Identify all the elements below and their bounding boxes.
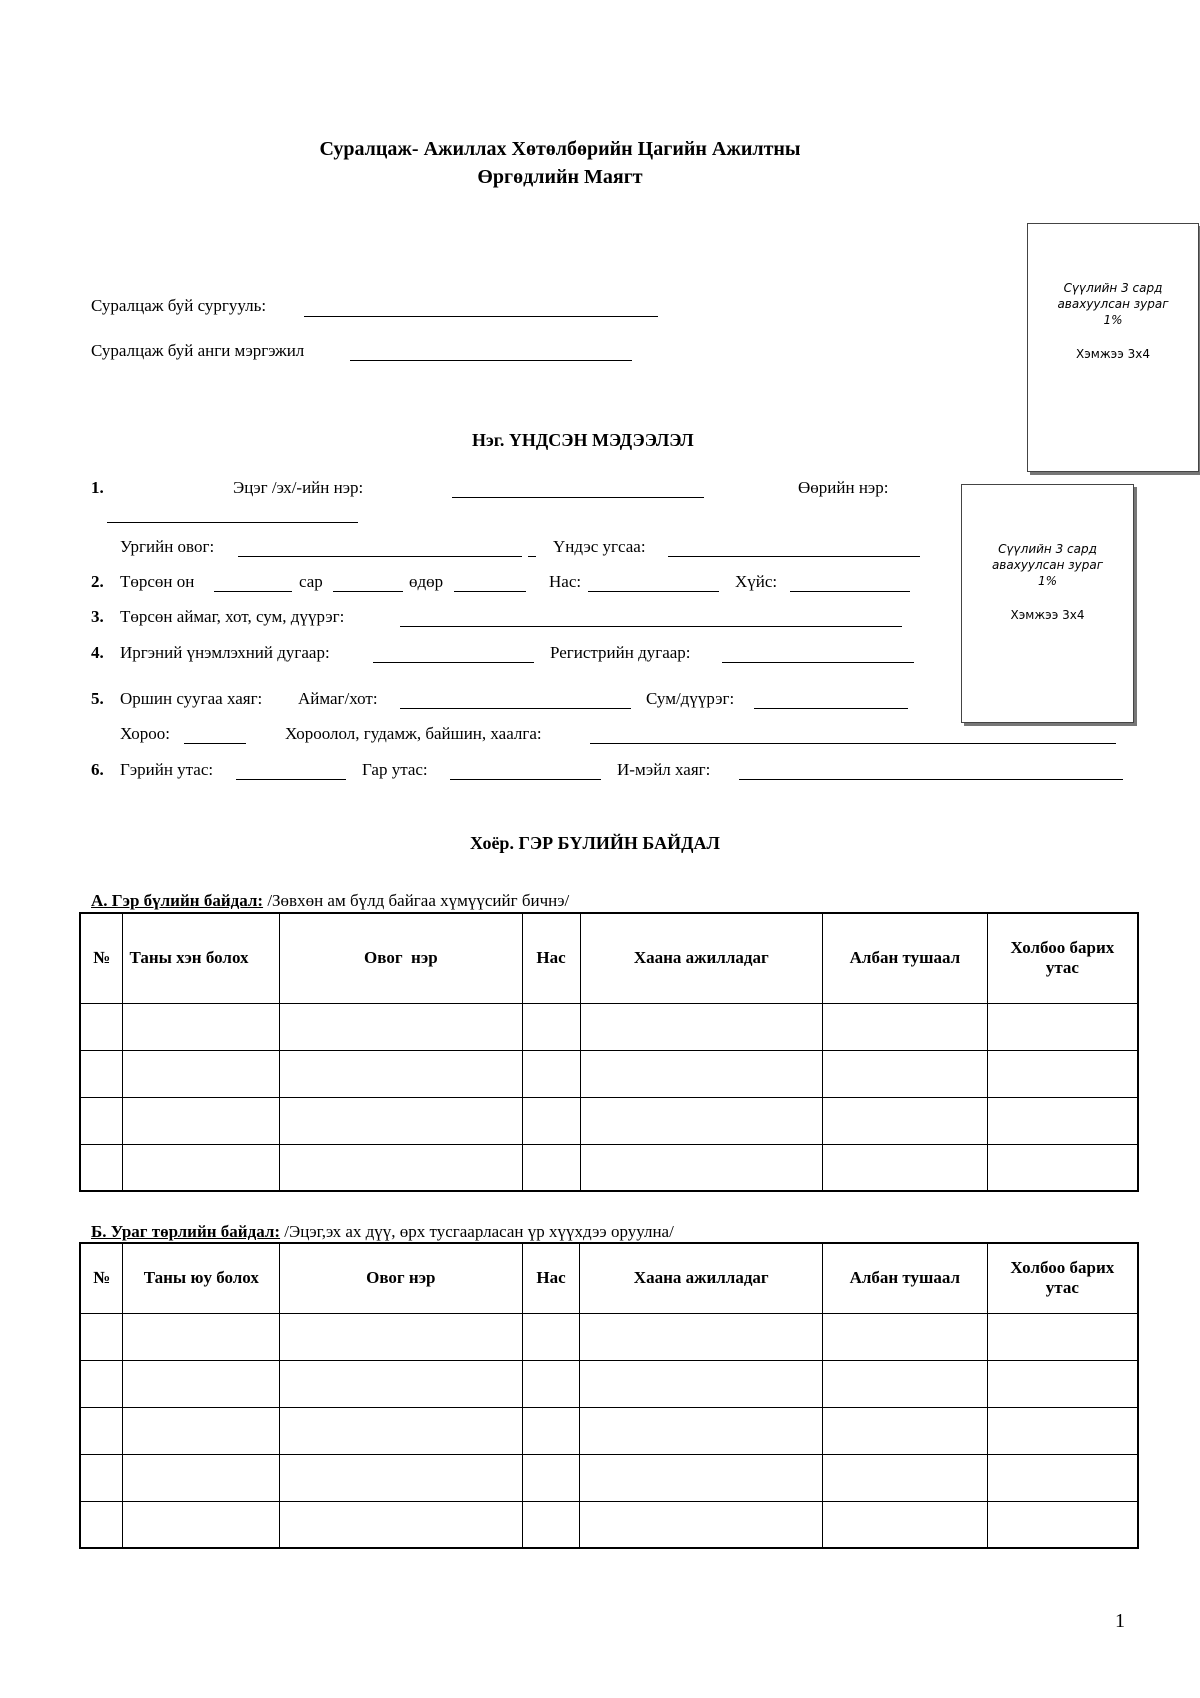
photo-box-1 [1027,223,1199,472]
mobile-label: Гар утас: [362,760,428,779]
table-cell[interactable] [822,1313,987,1360]
table-cell[interactable] [987,1050,1138,1097]
table-cell[interactable] [580,1313,823,1360]
table-cell[interactable] [123,1313,280,1360]
item-number-4: 4. [91,643,104,662]
table-cell[interactable] [80,1501,123,1548]
table-row [80,1454,1138,1501]
table-cell[interactable] [522,1050,580,1097]
own-name-field[interactable] [107,522,358,523]
table-cell[interactable] [987,1501,1138,1548]
table-cell[interactable] [522,1407,580,1454]
table-cell[interactable] [123,1097,280,1144]
table-cell[interactable] [580,1360,823,1407]
aimag-field[interactable] [400,708,631,709]
table-cell[interactable] [522,1313,580,1360]
table-cell[interactable] [80,1407,123,1454]
photo-caption: Сүүлийн 3 сард авахуулсан зураг 1% [991,542,1104,588]
own-name-label: Өөрийн нэр: [798,478,889,497]
col-position-header: Албан тушаал [823,913,988,1003]
col-relation-header: Таны юу болох [123,1243,280,1313]
table-cell[interactable] [822,1501,987,1548]
age-field[interactable] [588,591,719,592]
address-label: Оршин суугаа хаяг: [120,689,263,708]
table-cell[interactable] [580,1454,823,1501]
col-phone-header: Холбоо барих утас [987,1243,1138,1313]
table-row [80,1144,1138,1191]
table-cell[interactable] [280,1003,522,1050]
table-cell[interactable] [123,1407,280,1454]
birth-year-label: Төрсөн он [120,572,195,591]
ethnicity-field[interactable] [668,556,920,557]
home-phone-label: Гэрийн утас: [120,760,214,779]
table-cell[interactable] [823,1097,988,1144]
table-cell[interactable] [123,1050,280,1097]
table-cell[interactable] [580,1050,823,1097]
khoroo-label: Хороо: [120,724,170,743]
birth-day-field[interactable] [454,591,526,592]
table-cell[interactable] [123,1003,280,1050]
item-number-6: 6. [91,760,104,779]
photo-size: Хэмжээ 3х4 [1075,347,1151,361]
gender-label: Хүйс: [735,572,778,591]
mobile-field[interactable] [450,779,601,780]
item-number-5: 5. [91,689,104,708]
birthplace-label: Төрсөн аймаг, хот, сум, дүүрэг: [120,607,345,626]
photo-caption: Сүүлийн 3 сард авахуулсан зураг 1% [1057,281,1169,327]
table-cell[interactable] [80,1097,123,1144]
relatives-table [79,1242,1139,1549]
birth-day-label: өдөр [409,572,444,591]
table-cell[interactable] [280,1097,522,1144]
table-cell[interactable] [280,1050,522,1097]
table-cell[interactable] [280,1454,522,1501]
table-cell[interactable] [522,1144,580,1191]
col-number-header: № [80,1243,123,1313]
table-cell[interactable] [987,1407,1138,1454]
table-cell[interactable] [80,1003,123,1050]
col-relation-header: Таны хэн болох [123,913,280,1003]
table-cell[interactable] [123,1501,280,1548]
birthplace-field[interactable] [400,626,902,627]
col-position-header: Албан тушаал [822,1243,987,1313]
table-cell[interactable] [580,1501,823,1548]
table-cell[interactable] [822,1454,987,1501]
email-label: И-мэйл хаяг: [617,760,711,779]
table-row [80,1501,1138,1548]
table-cell[interactable] [80,1313,123,1360]
table-cell[interactable] [822,1360,987,1407]
table-cell[interactable] [987,1454,1138,1501]
table-row [80,1313,1138,1360]
separator-line [528,556,536,557]
table-cell[interactable] [987,1003,1138,1050]
col-workplace-header: Хаана ажилладаг [580,1243,823,1313]
table-cell[interactable] [580,1003,823,1050]
table-cell[interactable] [80,1360,123,1407]
table-row [80,1360,1138,1407]
table-b-caption-title: Б. Ураг төрлийн байдал: [91,1222,281,1241]
table-header-row [80,1243,1138,1313]
section1-heading: Нэг. ҮНДСЭН МЭДЭЭЛЭЛ [472,430,694,450]
form-title-line2: Өргөдлийн Маягт [477,166,643,188]
col-number-header: № [80,913,123,1003]
birth-month-label: сар [299,572,323,591]
father-name-field[interactable] [452,497,704,498]
col-age-header: Нас [522,913,580,1003]
page-number: 1 [1115,1610,1125,1632]
birth-year-field[interactable] [214,591,292,592]
table-cell[interactable] [580,1407,823,1454]
table-b-caption [91,1222,674,1242]
table-cell[interactable] [123,1144,280,1191]
table-cell[interactable] [280,1407,522,1454]
sum-field[interactable] [754,708,908,709]
table-cell[interactable] [822,1407,987,1454]
table-cell[interactable] [280,1360,522,1407]
street-label: Хороолол, гудамж, байшин, хаалга: [285,724,542,743]
table-cell[interactable] [80,1144,123,1191]
table-cell[interactable] [987,1360,1138,1407]
table-cell[interactable] [823,1003,988,1050]
table-cell[interactable] [80,1454,123,1501]
clan-field[interactable] [238,556,522,557]
item-number-2: 2. [91,572,104,591]
table-row [80,1003,1138,1050]
ethnicity-label: Үндэс угсаа: [553,537,646,556]
photo-size: Хэмжээ 3х4 [1010,608,1085,622]
col-workplace-header: Хаана ажилладаг [580,913,823,1003]
table-cell[interactable] [522,1454,580,1501]
aimag-label: Аймаг/хот: [298,689,378,708]
major-field[interactable] [350,360,632,361]
table-cell[interactable] [280,1313,522,1360]
table-a-caption-note: /Зөвхөн ам бүлд байгаа хүмүүсийг бичнэ/ [267,891,570,910]
birth-month-field[interactable] [333,591,403,592]
table-cell[interactable] [522,1501,580,1548]
id-card-label: Иргэний үнэмлэхний дугаар: [120,643,330,662]
email-field[interactable] [739,779,1123,780]
table-cell[interactable] [522,1003,580,1050]
table-cell[interactable] [580,1144,823,1191]
table-row [80,1097,1138,1144]
item-number-1: 1. [91,478,104,497]
table-header-row [80,913,1138,1003]
table-b-caption-note: /Эцэг,эх ах дүү, өрх тусгаарласан үр хүүхдээ оруулна/ [284,1222,674,1241]
table-cell[interactable] [522,1097,580,1144]
father-name-label: Эцэг /эх/-ийн нэр: [233,478,364,497]
item-number-3: 3. [91,607,104,626]
register-field[interactable] [722,662,914,663]
major-label: Суралцаж буй анги мэргэжил [91,341,305,360]
table-cell[interactable] [823,1144,988,1191]
table-cell[interactable] [987,1313,1138,1360]
table-cell[interactable] [987,1097,1138,1144]
photo-box-2 [961,484,1134,723]
table-cell[interactable] [280,1144,522,1191]
table-row [80,1407,1138,1454]
school-label: Суралцаж буй сургууль: [91,296,267,315]
col-age-header: Нас [522,1243,580,1313]
home-phone-field[interactable] [236,779,346,780]
table-cell[interactable] [123,1360,280,1407]
col-phone-header: Холбоо барих утас [987,913,1138,1003]
table-cell[interactable] [80,1050,123,1097]
khoroo-field[interactable] [184,743,246,744]
table-a-caption-title: А. Гэр бүлийн байдал: [91,891,264,910]
table-cell[interactable] [823,1050,988,1097]
id-card-field[interactable] [373,662,534,663]
table-cell[interactable] [580,1097,823,1144]
table-cell[interactable] [522,1360,580,1407]
table-cell[interactable] [280,1501,522,1548]
age-label: Нас: [549,572,582,591]
school-field[interactable] [304,316,658,317]
table-cell[interactable] [123,1454,280,1501]
col-name-header: Овог нэр [280,913,522,1003]
street-field[interactable] [590,743,1116,744]
form-title-line1: Суралцаж- Ажиллах Хөтөлбөрийн Цагийн Ажилтны [319,138,801,160]
clan-label: Ургийн овог: [120,537,215,556]
sum-label: Сум/дүүрэг: [646,689,735,708]
table-a-caption [91,891,569,911]
section2-heading: Хоёр. ГЭР БҮЛИЙН БАЙДАЛ [470,833,720,853]
family-table [79,912,1139,1192]
table-cell[interactable] [987,1144,1138,1191]
register-label: Регистрийн дугаар: [550,643,691,662]
col-name-header: Овог нэр [280,1243,522,1313]
gender-field[interactable] [790,591,910,592]
table-row [80,1050,1138,1097]
